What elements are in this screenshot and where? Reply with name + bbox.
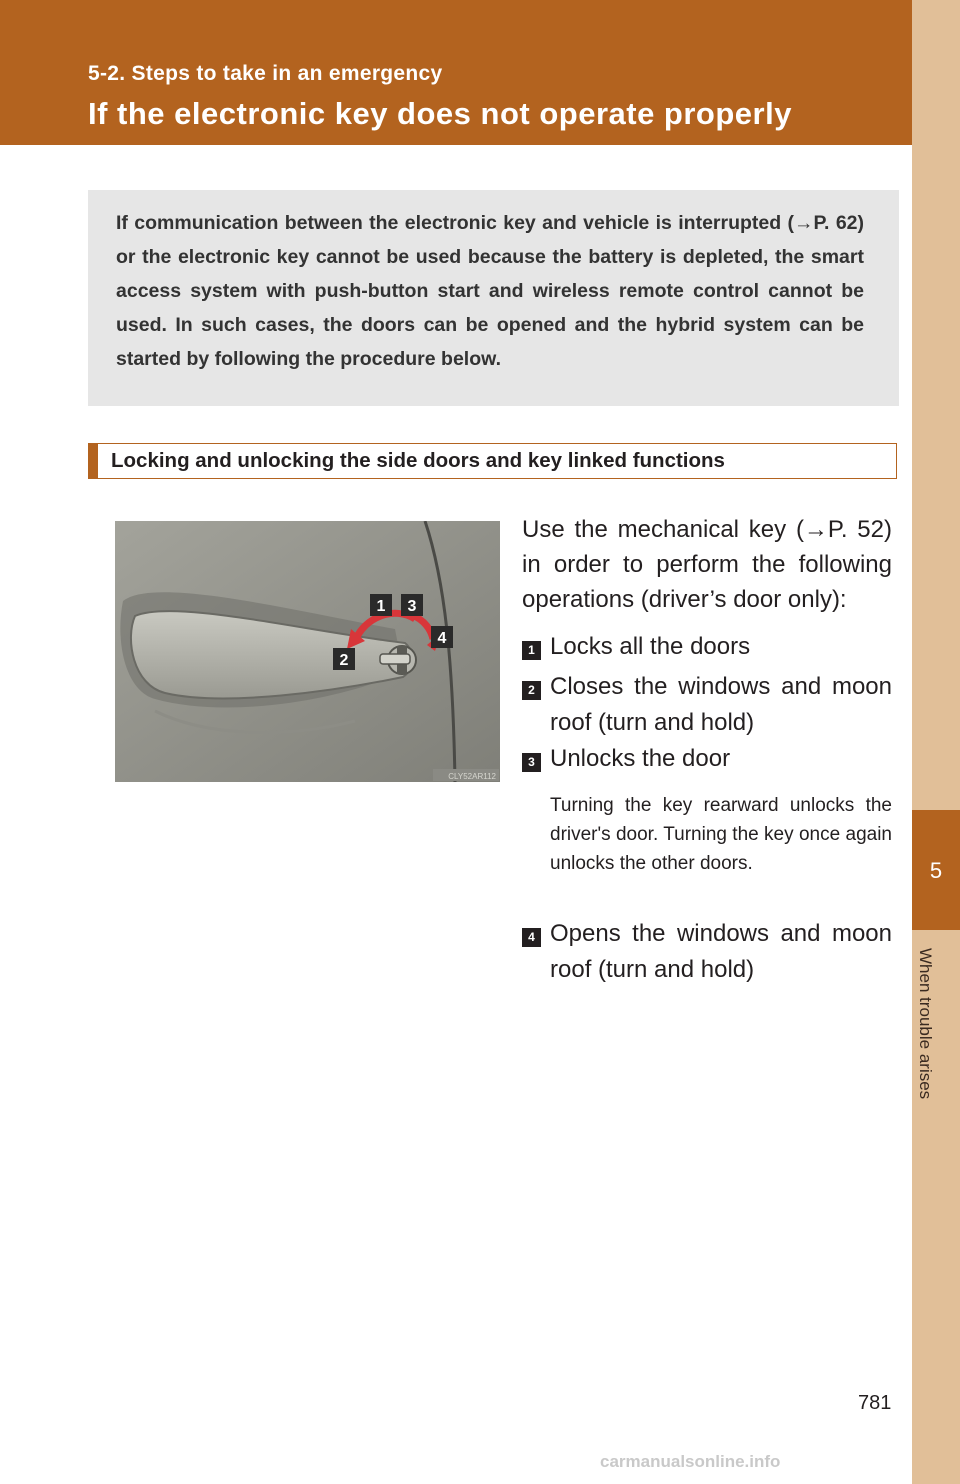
callout-2: [333, 648, 355, 670]
step-4-text: Opens the windows and moon roof (turn and hold): [550, 920, 892, 983]
step-3-badge: [522, 753, 541, 772]
chapter-side-tab: [912, 0, 960, 1484]
body-lead: Use the mechanical key (→P. 52) in order to perform the following operations (driver’s door only):: [522, 516, 892, 613]
callout-4: [431, 626, 453, 648]
step-4-num: 4: [528, 930, 535, 944]
callout-3-label: 3: [407, 598, 417, 615]
subsection-title: Locking and unlocking the side doors and key linked functions: [111, 449, 725, 472]
page-number: 781: [858, 1392, 892, 1414]
callout-4-label: 4: [437, 630, 447, 647]
callout-1-label: 1: [376, 598, 386, 615]
step-4-badge: [522, 928, 541, 947]
chapter-number: 5: [929, 858, 943, 883]
step-1-badge: [522, 641, 541, 660]
footer-watermark-url: carmanualsonline.info: [600, 1452, 781, 1471]
page-header: [0, 0, 912, 145]
step-1-text: Locks all the doors: [550, 633, 751, 660]
subsection-marker: [89, 444, 98, 478]
intro-box: [88, 190, 899, 406]
callout-2-label: 2: [339, 652, 349, 669]
step-2-badge: [522, 681, 541, 700]
step-2-num: 2: [528, 683, 535, 697]
callout-3: [401, 594, 423, 616]
section-label: 5-2. Steps to take in an emergency: [88, 62, 443, 85]
step-3-text: Unlocks the door: [550, 745, 731, 772]
callout-1: [370, 594, 392, 616]
step-1-num: 1: [528, 643, 535, 657]
step-3-num: 3: [528, 755, 535, 769]
intro-text: If communication between the electronic key and vehicle is interrupted (→P. 62) or the electronic key cannot be used because the battery is depleted, the smart access system with push-button start and wireless remote control cannot be used. In such cases, the doors can be opened and the hybrid system can be started by following the procedure below.: [116, 212, 864, 370]
subsection-heading: [88, 443, 897, 479]
chapter-title: When trouble arises: [916, 948, 935, 1100]
figure-code: CLY52AR112: [448, 772, 496, 781]
step-2-text: Closes the windows and moon roof (turn and hold): [550, 673, 892, 736]
door-handle-image: [115, 521, 500, 782]
step-3-note: Turning the key rearward unlocks the driver's door. Turning the key once again unlocks the other doors.: [550, 795, 892, 874]
door-handle-illustration: [115, 521, 500, 782]
page-title: If the electronic key does not operate properly: [88, 96, 792, 131]
